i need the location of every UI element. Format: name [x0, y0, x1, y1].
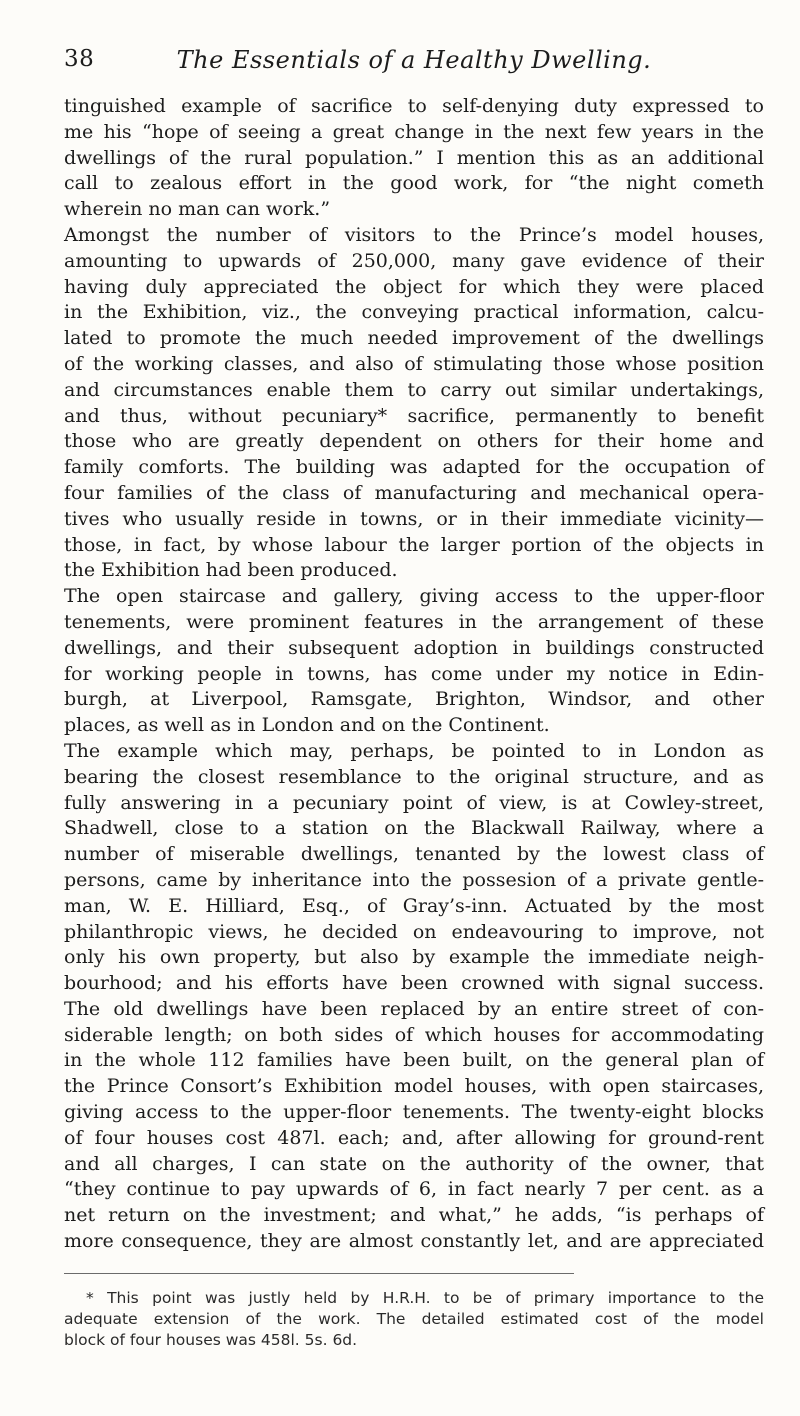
text-line: “they continue to pay upwards of 6, in fact nearly 7 per cent. as a [64, 1178, 764, 1201]
paragraph [64, 223, 764, 584]
page-number: 38 [64, 46, 95, 72]
text-line: in the whole 112 families have been built, on the general plan of [64, 1049, 764, 1072]
text-line: siderable length; on both sides of which houses for accommodating [64, 1023, 764, 1046]
text-line: those, in fact, by whose labour the larger portion of the objects in [64, 533, 764, 556]
text-line: the Exhibition had been produced. [64, 559, 398, 582]
text-line: those who are greatly dependent on others for their home and [64, 430, 764, 453]
text-line: and thus, without pecuniary* sacrifice, permanently to benefit [64, 404, 764, 427]
text-line: of four houses cost 487l. each; and, after allowing for ground-rent [64, 1126, 764, 1149]
text-line: bearing the closest resemblance to the original structure, and as [64, 765, 764, 788]
text-line: burgh, at Liverpool, Ramsgate, Brighton, Windsor, and other [64, 688, 764, 711]
text-line: man, W. E. Hilliard, Esq., of Gray’s-inn. Actuated by the most [64, 894, 764, 917]
text-line: fully answering in a pecuniary point of view, is at Cowley-street, [64, 791, 764, 814]
book-page [64, 46, 764, 1351]
text-line: more consequence, they are almost constantly let, and are appreciated [64, 1230, 764, 1253]
text-line: four families of the class of manufacturing and mechanical opera- [64, 481, 764, 504]
text-line: having duly appreciated the object for which they were placed [64, 275, 764, 298]
page-header [64, 46, 764, 84]
footnote [64, 1288, 764, 1351]
text-line: tives who usually reside in towns, or in their immediate vicinity— [64, 507, 764, 530]
text-line: net return on the investment; and what,” he adds, “is perhaps of [64, 1204, 764, 1227]
text-line: me his “hope of seeing a great change in the next few years in the [64, 120, 764, 143]
text-line: and all charges, I can state on the authority of the owner, that [64, 1152, 764, 1175]
text-line: of the working classes, and also of stimulating those whose position [64, 352, 764, 375]
text-line: family comforts. The building was adapted for the occupation of [64, 456, 764, 479]
text-line: Shadwell, close to a station on the Blackwall Railway, where a [64, 817, 764, 840]
footnote-divider [64, 1273, 574, 1274]
text-line: number of miserable dwellings, tenanted by the lowest class of [64, 843, 764, 866]
text-line: places, as well as in London and on the Continent. [64, 714, 550, 737]
text-line: giving access to the upper-floor tenements. The twenty-eight blocks [64, 1101, 764, 1124]
footnote-line: block of four houses was 458l. 5s. 6d. [64, 1330, 358, 1349]
footnote-line: * This point was justly held by H.R.H. to be of primary importance to the [86, 1288, 764, 1307]
text-line: the Prince Consort’s Exhibition model houses, with open staircases, [64, 1075, 764, 1098]
body-text [64, 94, 764, 1255]
text-line: persons, came by inheritance into the possesion of a private gentle- [64, 868, 764, 891]
footnote-line: adequate extension of the work. The detailed estimated cost of the model [64, 1309, 764, 1328]
text-line: tinguished example of sacrifice to self-denying duty expressed to [64, 95, 764, 117]
text-line: only his own property, but also by example the immediate neigh- [64, 946, 764, 969]
paragraph [64, 94, 764, 223]
text-line: tenements, were prominent features in the arrangement of these [64, 610, 764, 633]
text-line: The open staircase and gallery, giving access to the upper-floor [64, 585, 764, 608]
text-line: call to zealous effort in the good work, for “the night cometh [64, 172, 764, 195]
paragraph [64, 584, 764, 739]
text-line: wherein no man can work.” [64, 198, 331, 221]
text-line: in the Exhibition, viz., the conveying practical information, calcu- [64, 301, 764, 324]
text-line: dwellings of the rural population.” I mention this as an additional [64, 146, 764, 169]
paragraph [64, 739, 764, 1255]
text-line: dwellings, and their subsequent adoption in buildings constructed [64, 636, 764, 659]
running-title: The Essentials of a Healthy Dwelling. [176, 46, 652, 74]
text-line: The old dwellings have been replaced by an entire street of con- [64, 997, 764, 1020]
text-line: and circumstances enable them to carry out similar undertakings, [64, 378, 764, 401]
text-line: philanthropic views, he decided on endeavouring to improve, not [64, 920, 764, 943]
text-line: The example which may, perhaps, be pointed to in London as [64, 739, 764, 762]
text-line: bourhood; and his efforts have been crowned with signal success. [64, 972, 764, 995]
text-line: for working people in towns, has come under my notice in Edin- [64, 662, 764, 685]
text-line: lated to promote the much needed improvement of the dwellings [64, 327, 764, 350]
text-line: Amongst the number of visitors to the Prince’s model houses, [64, 223, 764, 246]
text-line: amounting to upwards of 250,000, many gave evidence of their [64, 249, 764, 272]
